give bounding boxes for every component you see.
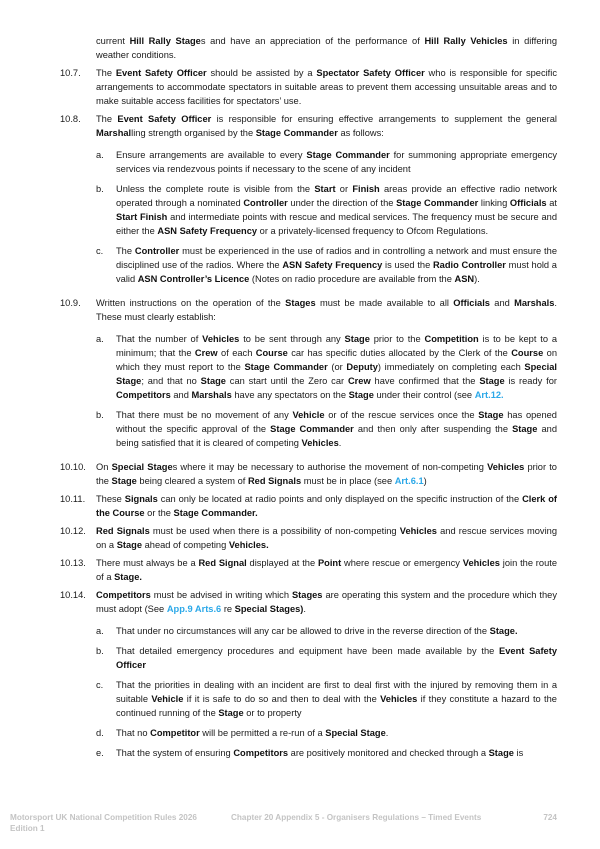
text-run: if they constitute a hazard to the continued running of the <box>116 694 557 718</box>
text-run: Ensure arrangements are available to every <box>116 150 307 160</box>
clause-text <box>96 492 557 520</box>
clause-text <box>116 182 557 238</box>
text-run: have any spectators on the <box>231 390 349 400</box>
defined-term: ASN Safety Frequency <box>282 260 383 270</box>
defined-term: Marshals <box>191 390 232 400</box>
text-run: can only be located at radio points and only displayed on the specific instruction of the <box>157 494 523 504</box>
defined-term: Start Finish <box>116 212 168 222</box>
defined-term: Clerk of the Course <box>96 494 558 518</box>
defined-term: Red Signals <box>247 476 302 486</box>
clause-number: b. <box>96 410 104 420</box>
defined-term: Stage Commander <box>396 198 479 208</box>
text-run: at <box>546 198 557 208</box>
defined-term: Stage <box>116 540 143 550</box>
defined-term: Spectator Safety Officer <box>316 68 425 78</box>
text-run: ling strength organised by the <box>131 128 256 138</box>
clause-number: 10.9. <box>60 298 81 308</box>
defined-term: Stage <box>348 390 374 400</box>
defined-term: Officials <box>509 198 547 208</box>
text-run: if it is safe to do so and then to deal with the <box>183 694 381 704</box>
defined-term: Red Signals <box>96 526 150 536</box>
sub-clause <box>96 332 557 402</box>
clause-number: 10.8. <box>60 114 81 124</box>
defined-term: Stages <box>291 590 323 600</box>
defined-term: Signals <box>124 494 158 504</box>
clause-text <box>96 66 557 108</box>
sub-clause <box>96 148 557 176</box>
text-run: re <box>221 604 235 614</box>
clause-number: 10.11. <box>60 494 86 504</box>
defined-term: Stage <box>478 410 504 420</box>
text-run: That detailed emergency procedures and equipment have been made available by the <box>116 646 500 656</box>
clause-text <box>116 726 557 740</box>
defined-term: Stage Commander <box>306 150 390 160</box>
clause-number: b. <box>96 184 104 194</box>
clause-number: 10.14. <box>60 590 86 600</box>
clause-text <box>116 624 557 638</box>
clause-number: a. <box>96 334 104 344</box>
defined-term: Vehicles <box>487 462 525 472</box>
text-run: That the system of ensuring <box>116 748 234 758</box>
clause-text <box>96 524 557 552</box>
defined-term: Marshal <box>96 128 132 138</box>
text-run: who is responsible for specific arrangements to accommodate spectators in suitable areas to prevent them accessing unsuitable areas and to make suitable access facilities for spectators’ use. <box>96 68 557 106</box>
clause-text <box>116 644 557 672</box>
defined-term: Stage <box>488 748 514 758</box>
text-run: On <box>96 462 112 472</box>
defined-term: Vehicles. <box>228 540 269 550</box>
defined-term: Hill Rally Vehicles <box>424 36 508 46</box>
text-run: s and have an appreciation of the performance of <box>200 36 425 46</box>
text-run: of each <box>217 348 256 358</box>
text-run: prior to the <box>369 334 425 344</box>
defined-term: Event Safety Officer <box>115 68 207 78</box>
text-run: must be experienced in the use of radios and in controlling a network and must ensure the disciplined use of the radios. Where the <box>116 246 557 270</box>
clause-text <box>96 296 557 324</box>
text-run: prior to the <box>96 462 557 486</box>
text-run: must be made available to all <box>315 298 454 308</box>
text-run: ) immediately on completing each <box>377 362 525 372</box>
defined-term: Stage <box>512 424 538 434</box>
sub-clause <box>96 408 557 450</box>
clause <box>60 66 557 108</box>
defined-term: Officials <box>453 298 490 308</box>
text-run: areas provide an effective radio network operated through a nominated <box>116 184 557 208</box>
clause <box>60 460 557 488</box>
text-run: must be in place (see <box>301 476 395 486</box>
text-run: linking <box>478 198 510 208</box>
text-run: must be advised in writing which <box>150 590 292 600</box>
text-run: . These must clearly establish: <box>96 298 557 322</box>
text-run: and being satisfied that it is cleared of competing <box>116 424 557 448</box>
text-run: and intermediate points with rescue and medical services. The frequency must be secure and either the <box>116 212 558 236</box>
defined-term: Special Stages) <box>234 604 304 614</box>
text-run: is responsible for ensuring effective arrangements to supplement the general <box>211 114 557 124</box>
text-run: Unless the complete route is visible from the <box>116 184 315 194</box>
defined-term: Crew <box>347 376 371 386</box>
text-run: s where it may be necessary to authorise the movement of non-competing <box>172 462 488 472</box>
defined-term: Start <box>314 184 336 194</box>
text-run: ; and that no <box>141 376 201 386</box>
defined-term: Controller <box>134 246 180 256</box>
text-run: must hold a valid <box>116 260 557 284</box>
defined-term: Deputy <box>346 362 378 372</box>
text-run: under their control (see <box>373 390 475 400</box>
text-run: displayed at the <box>246 558 318 568</box>
defined-term: Stage Commander <box>244 362 328 372</box>
sub-clause <box>96 624 557 638</box>
cross-reference-link[interactable]: Art.6.1 <box>394 476 424 486</box>
text-run: That under no circumstances will any car be allowed to drive in the reverse direction of the <box>116 626 490 636</box>
clause-text <box>96 112 557 140</box>
defined-term: Special Stage <box>116 362 557 386</box>
clause-number: c. <box>96 680 104 690</box>
defined-term: ASN <box>454 274 475 284</box>
text-run: and rescue services moving on a <box>96 526 557 550</box>
clause-number: 10.7. <box>60 68 81 78</box>
defined-term: ASN Controller’s Licence <box>137 274 250 284</box>
text-run: The <box>116 246 135 256</box>
clause-text <box>96 588 557 616</box>
defined-term: Course <box>511 348 544 358</box>
defined-term: Vehicles <box>301 438 339 448</box>
text-run: That the priorities in dealing with an incident are first to deal first with the injured by removing them in a suitable <box>116 680 557 704</box>
sub-clause <box>96 746 557 760</box>
defined-term: Stage <box>344 334 370 344</box>
text-run: on which they must report to the <box>116 348 557 372</box>
defined-term: Vehicle <box>151 694 184 704</box>
text-run: are operating this system and the procedure which they must adopt (See <box>96 590 557 614</box>
text-run: (Notes on radio procedure are available from the <box>249 274 455 284</box>
text-run: or to property <box>243 708 302 718</box>
defined-term: Stage. <box>489 626 518 636</box>
clause-number: 10.10. <box>60 462 86 472</box>
text-run: or a privately-licensed frequency to Ofcom Regulations. <box>257 226 489 236</box>
text-run: is <box>513 748 524 758</box>
defined-term: Special Stage <box>325 728 386 738</box>
clause <box>60 296 557 324</box>
text-run: as follows: <box>337 128 384 138</box>
clause-number: 10.12. <box>60 526 86 536</box>
defined-term: Competitors <box>96 590 151 600</box>
clause-text <box>96 460 557 488</box>
text-run: car has specific duties allocated by the Clerk of the <box>287 348 512 358</box>
text-run: That no <box>116 728 151 738</box>
defined-term: ASN Safety Frequency <box>157 226 258 236</box>
sub-clause <box>96 244 557 286</box>
clause <box>60 34 557 62</box>
defined-term: Stage. <box>114 572 142 582</box>
text-run: under the direction of the <box>287 198 397 208</box>
defined-term: Vehicles <box>462 558 500 568</box>
text-run: Written instructions on the operation of the <box>96 298 286 308</box>
clause <box>60 492 557 520</box>
text-run: . <box>303 604 306 614</box>
text-run: or of the rescue services once the <box>324 410 479 420</box>
text-run: for summoning appropriate emergency services via rendezvous points if necessary to the scene of any incident <box>116 150 558 174</box>
defined-term: Finish <box>352 184 380 194</box>
text-run: That there must be no movement of any <box>116 410 293 420</box>
clause-text <box>116 746 557 760</box>
text-run: ). <box>474 274 480 284</box>
clause-number: e. <box>96 748 104 758</box>
text-run: and <box>170 390 192 400</box>
text-run: being cleared a system of <box>136 476 248 486</box>
defined-term: Stage <box>111 476 137 486</box>
cross-reference-link[interactable]: Art.12. <box>474 390 504 400</box>
text-run: in differing weather conditions. <box>96 36 557 60</box>
clause-number: a. <box>96 626 104 636</box>
clause-text <box>116 148 557 176</box>
defined-term: Vehicles <box>202 334 240 344</box>
text-run: The <box>96 114 118 124</box>
defined-term: Stage <box>479 376 505 386</box>
footer-chapter: Chapter 20 Appendix 5 - Organisers Regulations – Timed Events <box>231 813 482 822</box>
text-run: should be assisted by a <box>206 68 317 78</box>
defined-term: Event Safety Officer <box>117 114 212 124</box>
defined-term: Event Safety Officer <box>116 646 557 670</box>
text-run: and then only after suspending the <box>353 424 513 434</box>
text-run: or <box>335 184 353 194</box>
defined-term: Marshals <box>514 298 555 308</box>
defined-term: Competitors <box>116 390 171 400</box>
clause <box>60 524 557 552</box>
defined-term: Competitor <box>150 728 200 738</box>
text-run: (or <box>327 362 347 372</box>
footer-edition: Edition 1 <box>10 824 45 833</box>
text-run: ) <box>423 476 427 486</box>
text-run: is used the <box>382 260 433 270</box>
text-run: is to be kept to a minimum; that the <box>116 334 558 358</box>
text-run: join the route of a <box>96 558 557 582</box>
defined-term: Stage Commander <box>255 128 338 138</box>
defined-term: Course <box>255 348 288 358</box>
sub-clause <box>96 678 557 720</box>
defined-term: Hill Rally Stage <box>129 36 201 46</box>
defined-term: Crew <box>194 348 218 358</box>
defined-term: Stage Commander. <box>173 508 258 518</box>
defined-term: Special Stage <box>111 462 173 472</box>
defined-term: Vehicles <box>399 526 437 536</box>
defined-term: Vehicles <box>380 694 418 704</box>
text-run: must be used when there is a possibility of non-competing <box>149 526 400 536</box>
clause-number: d. <box>96 728 104 738</box>
clause-text <box>116 408 557 450</box>
defined-term: Stage <box>218 708 244 718</box>
text-run: has opened without the specific approval of the <box>116 410 557 434</box>
footer-publication: Motorsport UK National Competition Rules 2026 <box>10 813 197 822</box>
text-run: There must always be a <box>96 558 199 568</box>
defined-term: Stage <box>200 376 226 386</box>
clause <box>60 556 557 584</box>
defined-term: Competitors <box>233 748 289 758</box>
clause-number: b. <box>96 646 104 656</box>
defined-term: Stages <box>285 298 316 308</box>
defined-term: Red Signal <box>198 558 247 568</box>
text-run: That the number of <box>116 334 203 344</box>
clause <box>60 588 557 616</box>
text-run: . <box>385 728 389 738</box>
document-body <box>60 34 557 758</box>
clause-text <box>96 34 557 62</box>
text-run: are positively monitored and checked through a <box>288 748 489 758</box>
text-run: and <box>489 298 515 308</box>
clause-text <box>116 332 557 402</box>
defined-term: Competition <box>424 334 479 344</box>
text-run: will be permitted a re-run of a <box>199 728 326 738</box>
text-run: is ready for <box>504 376 557 386</box>
text-run: or the <box>144 508 174 518</box>
text-run: where rescue or emergency <box>341 558 463 568</box>
clause-text <box>96 556 557 584</box>
text-run: These <box>96 494 125 504</box>
text-run: have confirmed that the <box>370 376 480 386</box>
text-run: can start until the Zero car <box>225 376 348 386</box>
cross-reference-link[interactable]: App.9 Arts.6 <box>166 604 222 614</box>
defined-term: Vehicle <box>292 410 325 420</box>
sub-clause <box>96 726 557 740</box>
defined-term: Radio Controller <box>432 260 506 270</box>
defined-term: Controller <box>243 198 288 208</box>
clause-number: c. <box>96 246 104 256</box>
sub-clause <box>96 182 557 238</box>
footer-page-number: 724 <box>543 813 557 822</box>
clause <box>60 112 557 140</box>
text-run: . <box>338 438 342 448</box>
text-run: current <box>96 36 130 46</box>
text-run: to be sent through any <box>239 334 345 344</box>
defined-term: Stage Commander <box>270 424 354 434</box>
clause-number: a. <box>96 150 104 160</box>
clause-number: 10.13. <box>60 558 86 568</box>
text-run: ahead of competing <box>142 540 229 550</box>
sub-clause <box>96 644 557 672</box>
defined-term: Point <box>317 558 342 568</box>
clause-text <box>116 244 557 286</box>
clause-number <box>60 34 96 62</box>
text-run: The <box>96 68 116 78</box>
clause-text <box>116 678 557 720</box>
